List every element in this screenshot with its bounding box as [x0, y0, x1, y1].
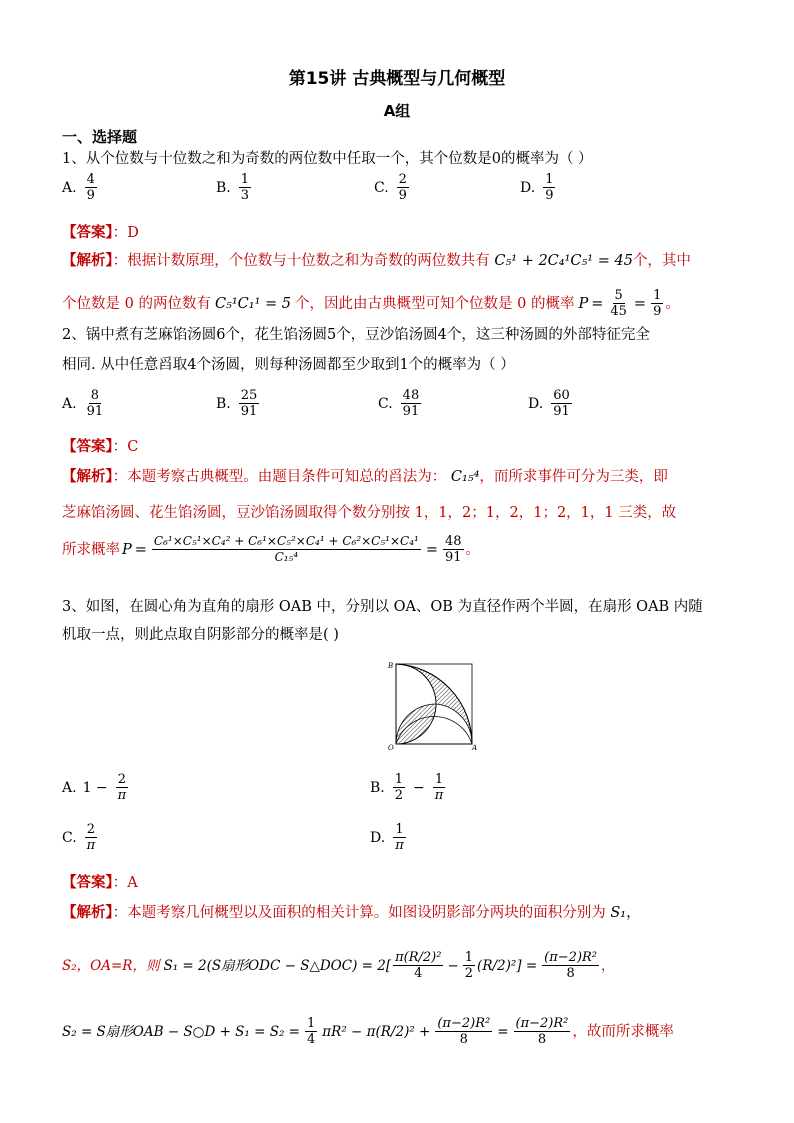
option-fraction: $\frac{60}{91}$: [553, 388, 570, 419]
q1-option-a[interactable]: [62, 172, 99, 203]
q2-stem-line1: 2、锅中煮有芝麻馅汤圆6个，花生馅汤圆5个，豆沙馅汤圆4个，这三种汤圆的外部特征完全: [62, 327, 650, 343]
q3-stem-line1: 3、如图，在圆心角为直角的扇形 OAB 中，分别以 OA、OB 为直径作两个半圆，在扇形 OAB 内随: [62, 599, 703, 615]
q3-stem-line2: 机取一点，则此点取自阴影部分的概率是( ): [62, 627, 339, 643]
q2-answer: 【答案】：C: [62, 439, 139, 455]
option-fraction: $\frac{1}{9}$: [545, 172, 554, 203]
page-title: 第15讲 古典概型与几何概型: [288, 69, 506, 89]
option-fraction: $\frac{48}{91}$: [402, 388, 420, 419]
option-label: D.: [528, 395, 544, 412]
q2-option-c[interactable]: [378, 388, 423, 419]
q1-option-c[interactable]: [374, 172, 411, 203]
q2-analysis-line1: 【解析】：本题考察古典概型。由题目条件可知总的舀法为： C₁₅⁴，而所求事件可分为三类，即: [62, 469, 668, 485]
option-label: B.: [216, 179, 231, 196]
option-label: B.: [216, 395, 231, 412]
option-label: C.: [378, 395, 393, 412]
q3-option-a[interactable]: A. 1 − $\frac{2}{\pi}$: [62, 772, 127, 803]
q3-analysis-line1: 【解析】：本题考察几何概型以及面积的相关计算。如图设阴影部分两块的面积分别为 S₁，: [62, 905, 641, 921]
option-label: D.: [370, 829, 386, 846]
option-label: B.: [370, 779, 385, 796]
q1-stem: 1、从个位数与十位数之和为奇数的两位数中任取一个，其个位数是0的概率为（ ）: [62, 151, 593, 167]
q1-option-b[interactable]: [216, 172, 253, 203]
option-label: D.: [520, 179, 536, 196]
option-label: A.: [62, 395, 77, 412]
formula: C₅¹C₁¹ = 5: [214, 295, 291, 312]
option-fraction: $\frac{8}{91}$: [86, 388, 104, 419]
option-fraction: $\frac{4}{9}$: [86, 172, 95, 203]
option-fraction: $\frac{25}{91}$: [240, 388, 258, 419]
label-o: O: [388, 744, 394, 752]
q3-option-c[interactable]: C. $\frac{2}{\pi}$: [62, 822, 96, 853]
label-b: B: [388, 662, 394, 670]
q3-analysis-line3: S₂ = S扇形OAB − S○D + S₁ = S₂ = $\frac{1}{4}$ πR² − π(R/2)² + $\frac{\text{(π−2)R²}}{8}$ = $\frac{\text{(π−2)R²}}{8}$ ，故而所求概率: [62, 1016, 674, 1047]
q1-answer: 【答案】：D: [62, 225, 139, 241]
q2-analysis-line3: 所求概率 P = $\frac{\text{C₆¹×C₅¹×C₄² + C₆¹×C₅²×C₄¹ + C₆²×C₅¹×C₄¹}}{\text{C₁₅⁴}}$ = $\frac{48}{91}$ 。: [62, 534, 481, 565]
q2-option-b[interactable]: [216, 388, 261, 419]
option-label: C.: [374, 179, 389, 196]
q3-answer: 【答案】：A: [62, 875, 138, 891]
option-label: A.: [62, 779, 77, 796]
option-label: A.: [62, 179, 77, 196]
q2-option-d[interactable]: [528, 388, 574, 419]
option-label: C.: [62, 829, 77, 846]
sector-figure: [384, 656, 480, 752]
option-fraction: $\frac{1}{3}$: [240, 172, 250, 203]
q3-analysis-line2: S₂，OA=R，则 S₁ = 2(S扇形ODC − S△DOC) = 2[ $\frac{\text{π(R/2)²}}{4}$ − $\frac{1}{2}$ (R/2)²] = $\frac{\text{(π−2)R²}}{8}$ ，: [62, 950, 615, 981]
q2-option-a[interactable]: [62, 388, 107, 419]
formula: C₁₅⁴: [450, 469, 480, 485]
section-title: 一、选择题: [62, 128, 138, 146]
option-fraction: $\frac{2}{9}$: [398, 172, 407, 203]
q1-analysis-line2: 个位数是 0 的两位数有 C₅¹C₁¹ = 5 个，因此由古典概型可知个位数是 0 的概率 P = $\frac{5}{45}$ = $\frac{1}{9}$ 。: [62, 288, 680, 319]
q3-option-b[interactable]: B. $\frac{1}{2}$ − $\frac{1}{\pi}$: [370, 772, 444, 803]
label-a: A: [472, 744, 478, 752]
q1-option-d[interactable]: [520, 172, 557, 203]
q1-analysis-line1: 【解析】：根据计数原理，个位数与十位数之和为奇数的两位数共有 C₅¹ + 2C₄¹C₅¹ = 45个，其中: [62, 253, 691, 269]
formula: C₅¹ + 2C₄¹C₅¹ = 45: [494, 253, 633, 269]
q2-analysis-line2: 芝麻馅汤圆、花生馅汤圆，豆沙馅汤圆取得个数分别按 1，1，2；1，2，1；2，1，1 三类，故: [62, 505, 677, 521]
group-label: A组: [383, 102, 411, 120]
q2-stem-line2: 相同. 从中任意舀取4个汤圆，则每种汤圆都至少取到1个的概率为（ ）: [62, 357, 515, 373]
q3-option-d[interactable]: D. $\frac{1}{\pi}$: [370, 822, 404, 853]
inner-shaded-region: [396, 704, 436, 744]
